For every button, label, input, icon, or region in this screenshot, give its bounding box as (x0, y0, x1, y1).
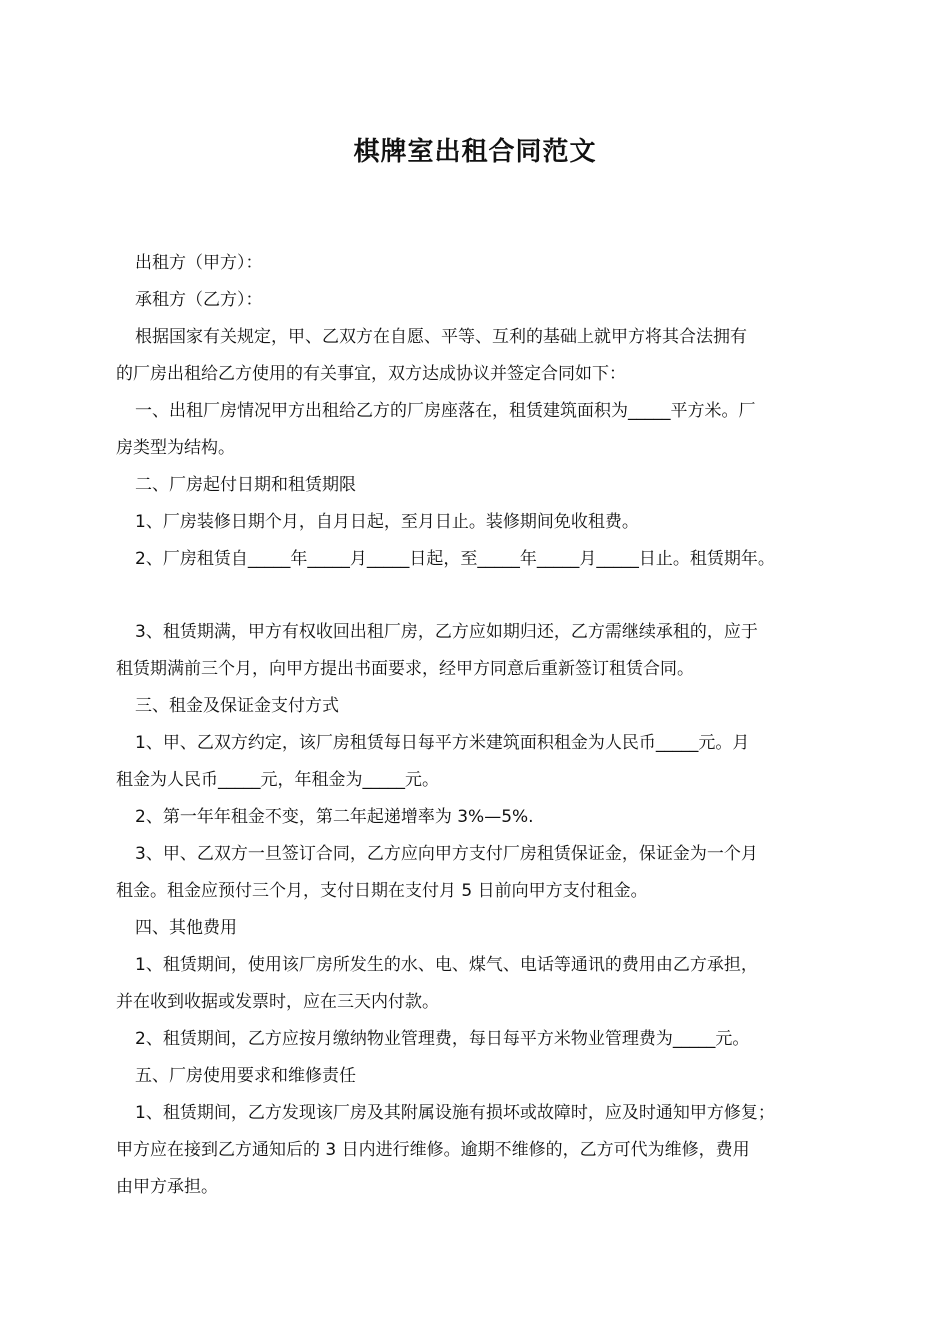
line-section-4-item-2: 2、租赁期间，乙方应按月缴纳物业管理费，每日每平方米物业管理费为_____元。 (135, 1029, 750, 1049)
line-lessor: 出租方（甲方）： (135, 253, 263, 273)
line-section-2-heading: 二、厂房起付日期和租赁期限 (135, 475, 356, 495)
line-section-3-item-3-b: 租金。租金应预付三个月，支付日期在支付月 5 日前向甲方支付租金。 (116, 881, 648, 901)
line-section-5-item-1-b: 甲方应在接到乙方通知后的 3 日内进行维修。逾期不维修的，乙方可代为维修，费用 (116, 1140, 750, 1160)
line-section-1-a: 一、出租厂房情况甲方出租给乙方的厂房座落在，租赁建筑面积为_____平方米。厂 (135, 401, 756, 421)
line-section-3-item-1-b: 租金为人民币_____元，年租金为_____元。 (116, 770, 439, 790)
line-section-3-heading: 三、租金及保证金支付方式 (135, 696, 339, 716)
line-lessee: 承租方（乙方）： (135, 290, 263, 310)
line-preamble-2: 的厂房出租给乙方使用的有关事宜，双方达成协议并签定合同如下： (116, 364, 626, 384)
line-section-4-item-1-a: 1、租赁期间，使用该厂房所发生的水、电、煤气、电话等通讯的费用由乙方承担， (135, 955, 758, 975)
line-preamble-1: 根据国家有关规定，甲、乙双方在自愿、平等、互利的基础上就甲方将其合法拥有 (135, 327, 747, 347)
blank-line (116, 578, 846, 614)
document-title: 棋牌室出租合同范文 (353, 137, 597, 167)
line-section-3-item-2: 2、第一年年租金不变，第二年起递增率为 3%—5%. (135, 807, 534, 827)
line-section-5-item-1-a: 1、租赁期间，乙方发现该厂房及其附属设施有损坏或故障时，应及时通知甲方修复； (135, 1103, 775, 1123)
line-section-3-item-3-a: 3、甲、乙双方一旦签订合同，乙方应向甲方支付厂房租赁保证金，保证金为一个月 (135, 844, 758, 864)
line-section-3-item-1-a: 1、甲、乙双方约定，该厂房租赁每日每平方米建筑面积租金为人民币_____元。月 (135, 733, 750, 753)
line-section-2-item-3-a: 3、租赁期满，甲方有权收回出租厂房，乙方应如期归还，乙方需继续承租的，应于 (135, 622, 758, 642)
document-body (116, 245, 846, 1206)
line-section-2-item-3-b: 租赁期满前三个月，向甲方提出书面要求，经甲方同意后重新签订租赁合同。 (116, 659, 694, 679)
line-section-4-item-1-b: 并在收到收据或发票时，应在三天内付款。 (116, 992, 439, 1012)
contract-text (116, 245, 846, 1206)
line-section-2-item-1: 1、厂房装修日期个月，自月日起，至月日止。装修期间免收租费。 (135, 512, 639, 532)
line-section-4-heading: 四、其他费用 (135, 918, 237, 938)
line-section-5-heading: 五、厂房使用要求和维修责任 (135, 1066, 356, 1086)
line-section-1-b: 房类型为结构。 (116, 438, 235, 458)
line-section-2-item-2: 2、厂房租赁自_____年_____月_____日起，至_____年_____月_____日止。租赁期年。 (135, 549, 775, 569)
line-section-5-item-1-c: 由甲方承担。 (116, 1177, 218, 1197)
